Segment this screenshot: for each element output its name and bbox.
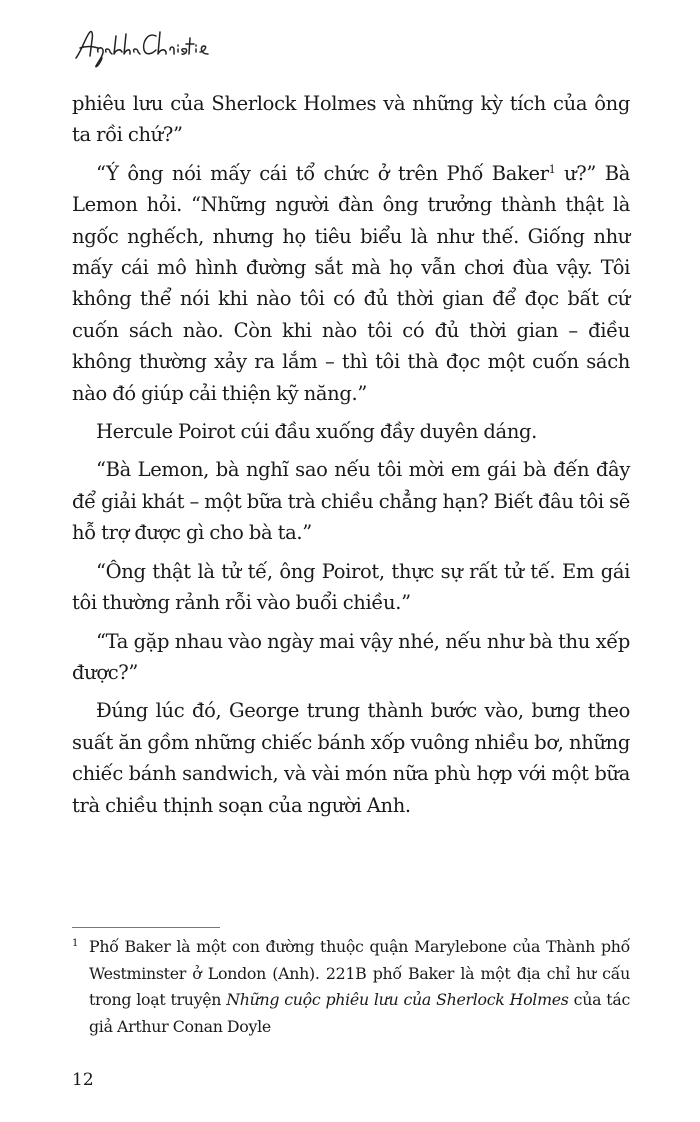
- footnote-divider: [72, 927, 220, 928]
- footnote-marker: 1: [72, 938, 79, 949]
- footnote-book-title: Những cuộc phiêu lưu của Sherlock Holmes: [226, 990, 569, 1009]
- paragraph: “Ta gặp nhau vào ngày mai vậy nhé, nếu như bà thu xếp được?”: [72, 629, 630, 684]
- paragraph-text: ư?” Bà Lemon hỏi. “Những người đàn ông trưởng thành thật là ngốc nghếch, nhưng họ tiêu biểu là như thế. Giống như mấy cái mô hình đường sắt mà họ vẫn chơi đùa vậy. Tôi không thể nói khi nào tôi có đủ thời gian để đọc bất cứ cuốn sách nào. Còn khi nào tôi có đủ thời gian – điều không thường xảy ra lắm – thì tôi thà đọc một cuốn sách nào đó giúp cải thiện kỹ năng.”: [72, 161, 630, 405]
- paragraph: Hercule Poirot cúi đầu xuống đầy duyên dáng.: [96, 420, 538, 444]
- footnote-text: [89, 934, 630, 1040]
- footnote-reference: 1: [548, 162, 556, 176]
- author-signature-logo: [72, 22, 212, 70]
- main-text: [72, 88, 630, 828]
- paragraph-text: “Ý ông nói mấy cái tổ chức ở trên Phố Baker: [96, 161, 549, 185]
- footnote-text-start: Phố Baker là một con đường thuộc quận Marylebone của Thành phố Westminster ở London (Anh). 221B phố Baker là một địa chỉ hư cấu trong loạt truyện: [89, 937, 630, 1009]
- footnote: [72, 934, 630, 1040]
- paragraph: Đúng lúc đó, George trung thành bước vào, bưng theo suất ăn gồm những chiếc bánh xốp vuông nhiều bơ, những chiếc bánh sandwich, và vài món nữa phù hợp với một bữa trà chiều thịnh soạn của người Anh.: [72, 699, 630, 817]
- paragraph: [72, 158, 630, 409]
- paragraph: “Ông thật là tử tế, ông Poirot, thực sự rất tử tế. Em gái tôi thường rảnh rỗi vào buổi chiều.”: [72, 559, 630, 615]
- page-number: 12: [72, 1070, 94, 1090]
- footnote-text-end: của tác giả Arthur Conan Doyle: [89, 990, 630, 1036]
- paragraph: “Bà Lemon, bà nghĩ sao nếu tôi mời em gái bà đến đây để giải khát – một bữa trà chiều chẳng hạn? Biết đâu tôi sẽ hỗ trợ được gì cho bà ta.”: [72, 458, 630, 545]
- paragraph: phiêu lưu của Sherlock Holmes và những kỳ tích của ông ta rồi chứ?”: [72, 92, 630, 147]
